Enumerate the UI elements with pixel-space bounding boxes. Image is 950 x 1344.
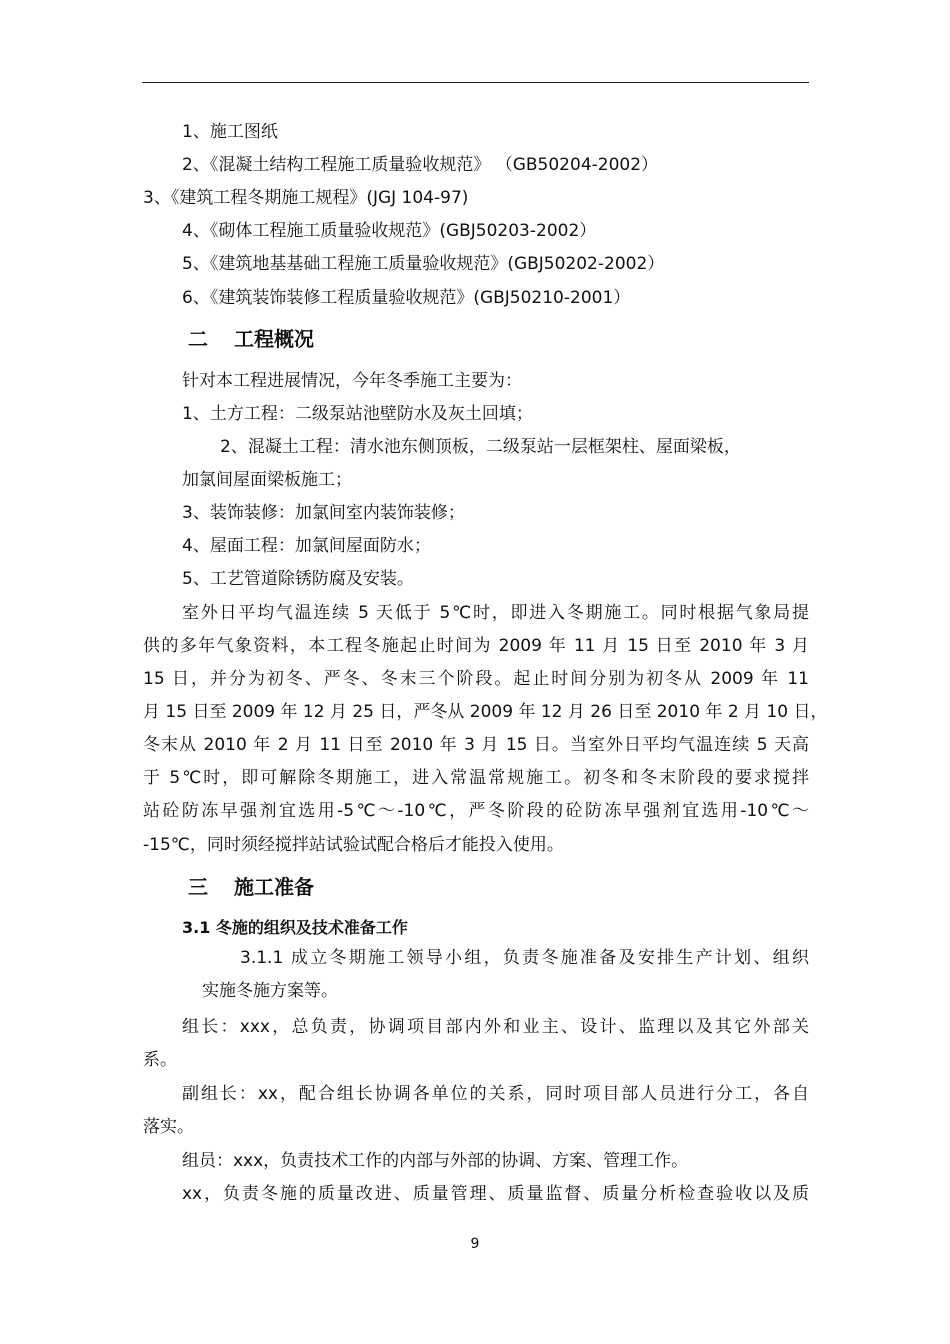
- paragraph-line: 月 15 日至 2009 年 12 月 25 日，严冬从 2009 年 12 月 26 日至 2010 年 2 月 10 日，: [143, 702, 828, 722]
- section-heading: [188, 322, 314, 356]
- list-item: 5、工艺管道除锈防腐及安装。: [182, 569, 414, 589]
- section-number: 二: [188, 327, 208, 351]
- list-item: 4、屋面工程：加氯间屋面防水；: [182, 536, 431, 556]
- paragraph-line: -15℃，同时须经搅拌站试验试配合格后才能投入使用。: [143, 835, 564, 855]
- reference-item: 1、施工图纸: [182, 122, 278, 142]
- subsection-heading: 3.1 冬施的组织及技术准备工作: [182, 918, 408, 937]
- paragraph-line: 组员：xxx，负责技术工作的内部与外部的协调、方案、管理工作。: [182, 1151, 689, 1171]
- paragraph-line: 针对本工程进展情况，今年冬季施工主要为：: [182, 371, 522, 391]
- section-title: 工程概况: [234, 327, 314, 351]
- list-item: 3、装饰装修：加氯间室内装饰装修；: [182, 503, 465, 523]
- reference-item: 6、《建筑装饰装修工程质量验收规范》(GBJ50210-2001）: [182, 288, 631, 308]
- list-item-continuation: 加氯间屋面梁板施工；: [182, 470, 352, 490]
- list-item: 2、混凝土工程：清水池东侧顶板，二级泵站一层框架柱、屋面梁板，: [220, 437, 741, 457]
- paragraph-line: xx，负责冬施的质量改进、质量管理、质量监督、质量分析检查验收以及质: [182, 1184, 809, 1204]
- paragraph-line: 3.1.1 成立冬期施工领导小组，负责冬施准备及安排生产计划、组织: [240, 948, 809, 968]
- paragraph-line: 室外日平均气温连续 5 天低于 5℃时，即进入冬期施工。同时根据气象局提: [182, 603, 809, 623]
- list-item: 1、土方工程：二级泵站池壁防水及灰土回填；: [182, 404, 533, 424]
- reference-item: 4、《砌体工程施工质量验收规范》(GBJ50203-2002）: [182, 221, 597, 241]
- section-title: 施工准备: [234, 875, 314, 899]
- paragraph-line: 落实。: [143, 1117, 194, 1137]
- section-heading: [188, 870, 314, 904]
- paragraph-line: 15 日，并分为初冬、严冬、冬末三个阶段。起止时间分别为初冬从 2009 年 11: [143, 669, 809, 689]
- paragraph-line: 于 5℃时，即可解除冬期施工，进入常温常规施工。初冬和冬末阶段的要求搅拌: [143, 768, 809, 788]
- paragraph-line: 副组长：xx，配合组长协调各单位的关系，同时项目部人员进行分工，各自: [182, 1084, 809, 1104]
- paragraph-line: 组长：xxx，总负责，协调项目部内外和业主、设计、监理以及其它外部关: [182, 1017, 809, 1037]
- paragraph-line: 站砼防冻早强剂宜选用-5℃～-10℃，严冬阶段的砼防冻早强剂宜选用-10℃～: [143, 801, 809, 821]
- paragraph-line: 冬末从 2010 年 2 月 11 日至 2010 年 3 月 15 日。当室外日平均气温连续 5 天高: [143, 735, 809, 755]
- section-number: 三: [188, 875, 208, 899]
- paragraph-line: 实施冬施方案等。: [202, 981, 338, 1001]
- page-number: 9: [470, 1236, 480, 1252]
- reference-item: 2、《混凝土结构工程施工质量验收规范》 （GB50204-2002）: [182, 155, 659, 175]
- reference-item: 3、《建筑工程冬期施工规程》(JGJ 104-97): [143, 188, 469, 208]
- paragraph-line: 系。: [143, 1050, 177, 1070]
- paragraph-line: 供的多年气象资料，本工程冬施起止时间为 2009 年 11 月 15 日至 2010 年 3 月: [143, 636, 809, 656]
- reference-item: 5、《建筑地基基础工程施工质量验收规范》(GBJ50202-2002）: [182, 254, 665, 274]
